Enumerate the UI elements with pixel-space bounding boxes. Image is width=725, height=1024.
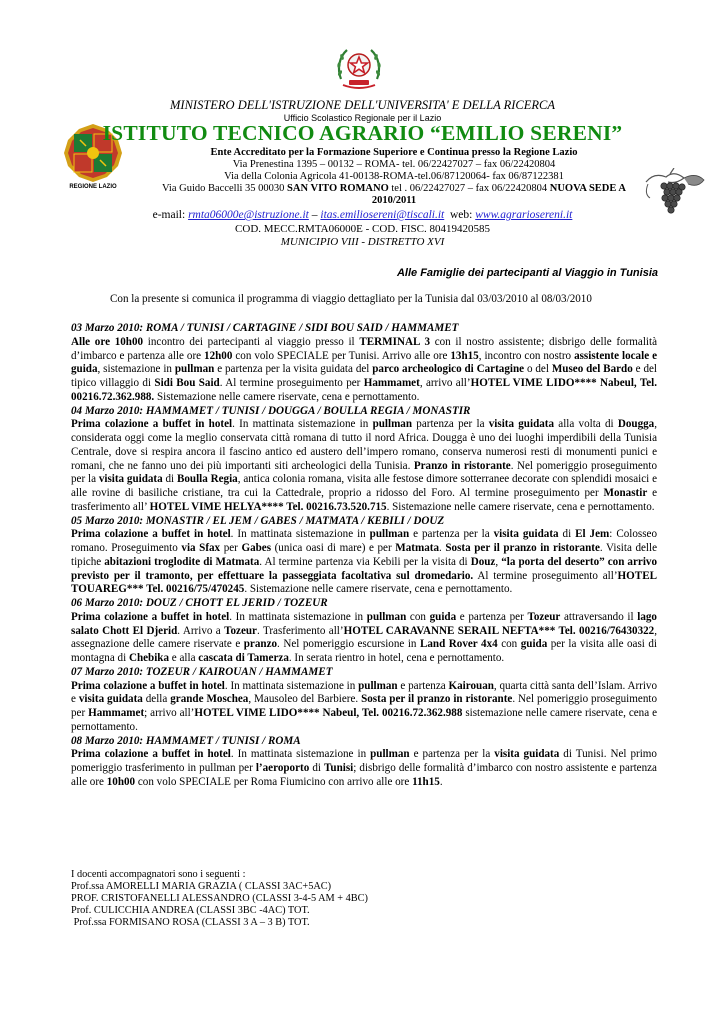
body-text: . Visita delle tipiche (71, 542, 658, 568)
teacher-item: Prof. CULICCHIA ANDREA (CLASSI 3BC -4AC) TOT. (71, 905, 310, 916)
body-text: alla volta di (554, 418, 618, 431)
body-text: . Sistemazione nelle camere riservate, cena e pernottamento. (244, 583, 513, 596)
teachers-heading: I docenti accompagnatori sono i seguenti : (71, 869, 246, 880)
body-text: e partenza per la visita guidata del (214, 363, 373, 376)
highlight-text: 13h15 (450, 349, 479, 362)
highlight-text: HOTEL VIME HELYA**** Tel. 00216.73.520.715 (149, 500, 387, 513)
body-text: . In mattinata sistemazione in (232, 418, 373, 431)
body-text: , incontro con nostro (478, 349, 575, 362)
day-title: 04 Marzo 2010: HAMMAMET / TUNISI / DOUGGA / BOULLA REGIA / MONASTIR (71, 404, 471, 417)
body-text: , Mausoleo del Barbiere. (248, 693, 362, 706)
body-text: partenza per la (412, 418, 489, 431)
address-san-vito-contacts: tel . 06/22427027 – fax 06/22420804 (388, 183, 550, 194)
body-text: di (558, 528, 576, 541)
day-description (71, 680, 657, 735)
body-text: con il nostro assistente; disbrigo delle formalità d’imbarco e partenza alle ore (71, 335, 657, 362)
body-text: , assegnazione delle camere riservate e (71, 624, 657, 651)
highlight-text: Hammamet (88, 707, 145, 719)
highlight-text: HOTEL CARAVANNE SERAIL NEFTA*** Tel. 00216/76430322 (343, 624, 655, 637)
body-text: di (162, 473, 177, 486)
email-istruzione-link[interactable]: rmta06000e@istruzione.it (188, 209, 309, 221)
day-description (71, 336, 657, 405)
body-text: e partenza (397, 679, 449, 692)
body-text: . In serata rientro in hotel, cena e pernottamento. (288, 652, 505, 664)
highlight-text: Kairouan (448, 679, 494, 692)
highlight-text: pullman (370, 748, 410, 761)
contacts-line (0, 209, 725, 221)
email-label: e-mail: (152, 209, 189, 221)
body-text: Sistemazione nelle camere riservate, cena e pernottamento. (154, 390, 420, 403)
highlight-text: Land Rover 4x4 (419, 638, 498, 651)
body-text: . Trasferimento all’ (256, 624, 344, 637)
highlight-text: 11h15 (412, 775, 440, 788)
highlight-text: pranzo (243, 638, 278, 651)
highlight-text: El Jem (575, 528, 610, 541)
body-text: . Nel pomeriggio escursione in (277, 638, 420, 651)
day-description (71, 418, 657, 514)
body-text: . In mattinata sistemazione in (230, 528, 370, 541)
address-prenestina: Via Prenestina 1395 – 00132 – ROMA- tel. 06/22427027 – fax 06/22420804 (232, 159, 556, 170)
body-text: . Arrivo a (177, 624, 225, 637)
body-text: ; disbrigo delle formalità d’imbarco con nostro assistente e partenza alle ore (71, 762, 657, 788)
highlight-text: HOTEL TOUAREG*** Tel. 00216/75/470245 (71, 569, 657, 596)
address-year: 2010/2011 (371, 195, 417, 206)
highlight-text: Alle ore 10h00 (71, 335, 144, 348)
address-colonia-agricola: Via della Colonia Agricola 41-00138-ROMA-tel.06/87120064- fax 06/87122381 (224, 171, 564, 182)
teachers-section (71, 869, 657, 929)
highlight-text: abitazioni troglodite di Matmata (104, 555, 260, 568)
highlight-text: assistente locale e guida (71, 349, 657, 376)
school-codes: COD. MECC.RMTA06000E - COD. FISC. 80419420585 (235, 223, 490, 235)
teacher-item: Prof.ssa AMORELLI MARIA GRAZIA ( CLASSI 3AC+5AC) (71, 881, 332, 892)
institute-name: ISTITUTO TECNICO AGRARIO “EMILIO SERENI” (102, 121, 623, 145)
highlight-text: Dougga (617, 418, 655, 431)
highlight-text: Gabes (241, 542, 272, 554)
accreditation-line: Ente Accreditato per la Formazione Superiore e Continua presso la Regione Lazio (210, 147, 578, 158)
highlight-text: guida (429, 610, 457, 623)
highlight-text: Matmata (395, 542, 440, 554)
body-text: sistemazione nelle camere riservate, cena e pernottamento. (71, 707, 657, 733)
highlight-text: TERMINAL 3 (359, 335, 430, 348)
body-text: . In mattinata sistemazione in (230, 748, 371, 761)
web-label: web: (444, 209, 476, 221)
body-text: con volo SPECIALE per Tunisi. Arrivo alle ore (232, 349, 451, 362)
highlight-text: visita guidata (488, 418, 555, 431)
itinerary-day (71, 666, 657, 735)
highlight-text: pullman (366, 610, 407, 623)
body-text: di Tunisi. Nel primo pomeriggio trasferimento in pullman per (71, 748, 657, 774)
website-link[interactable]: www.agrariosereni.it (475, 209, 573, 221)
highlight-text: Tozeur (527, 610, 561, 623)
municipio-district: MUNICIPIO VIII - DISTRETTO XVI (280, 236, 445, 248)
body-text: (unica oasi di mare) e per (271, 542, 396, 554)
body-text: . In mattinata sistemazione in (224, 679, 359, 692)
body-text: di (309, 762, 325, 774)
itinerary-day (71, 735, 657, 790)
body-text: , antica colonia romana, visita alle festose dimore sotterranee decorate con splendidi mosaici e alle rovine di basiliche cristiane, tra cui la Cattedrale, proprio a ridosso del Foro. Al termine proseguimento per (71, 473, 657, 499)
teacher-item: PROF. CRISTOFANELLI ALESSANDRO (CLASSI 3-4-5 AM + 4BC) (71, 893, 368, 904)
address-san-vito (150, 183, 638, 195)
address-new-site: NUOVA SEDE A (549, 183, 627, 194)
highlight-text: Chebika (128, 652, 170, 664)
highlight-text: grande Moschea (170, 693, 249, 706)
region-logo-label: REGIONE LAZIO (69, 184, 117, 190)
highlight-text: Monastir (603, 487, 648, 499)
highlight-text: Prima colazione a buffet in hotel (71, 679, 225, 692)
highlight-text: Prima colazione a buffet in hotel (71, 528, 231, 541)
body-text: . Sistemazione nelle camere riservate, cena e pernottamento. (386, 500, 655, 513)
highlight-text: Tozeur (224, 624, 257, 637)
itinerary-day (71, 597, 657, 666)
body-text: , arrivo all’ (419, 377, 471, 389)
day-title: 05 Marzo 2010: MONASTIR / EL JEM / GABES / MATMATA / KEBILI / DOUZ (71, 514, 445, 527)
body-text: . Nel pomeriggio proseguimento per la (71, 459, 657, 486)
highlight-text: pullman (358, 679, 398, 692)
body-text: della (142, 693, 171, 706)
body-text: . In mattinata sistemazione in (229, 610, 367, 623)
body-text: con (497, 638, 521, 651)
highlight-text: Prima colazione a buffet in hotel (71, 748, 231, 761)
day-description (71, 611, 657, 666)
itinerary (71, 322, 657, 790)
body-text: e partenza per la (409, 528, 494, 541)
highlight-text: Boulla Regia (176, 473, 238, 486)
body-text: con volo SPECIALE per Roma Fiumicino con arrivo alle ore (135, 775, 413, 788)
body-text: e trasferimento all’ (71, 487, 657, 513)
highlight-text: Sosta per il pranzo in ristorante (361, 693, 513, 706)
teacher-item: Prof.ssa FORMISANO ROSA (CLASSI 3 A – 3 B) TOT. (71, 917, 310, 928)
body-text: e alla (169, 652, 199, 664)
highlight-text: visita guidata (98, 473, 163, 486)
body-text: , sistemazione in (97, 363, 175, 376)
highlight-text: lago salato Chott El Djerid (71, 610, 657, 637)
highlight-text: Museo del Bardo (551, 363, 633, 376)
highlight-text: Sidi Bou Said (154, 377, 220, 389)
highlight-text: Hammamet (363, 377, 420, 389)
highlight-text: pullman (372, 418, 413, 431)
body-text: , quarta città santa dell’Islam. Arrivo e (71, 679, 658, 706)
itinerary-day (71, 322, 657, 405)
italian-republic-emblem-icon (333, 41, 385, 93)
body-text: . (439, 542, 446, 554)
highlight-text: visita guidata (78, 693, 143, 706)
highlight-text: parco archeologico di Cartagine (372, 363, 525, 376)
highlight-text: HOTEL VIME LIDO**** Nabeul, Tel. 00216.72.362.988. (71, 377, 658, 403)
itinerary-day (71, 405, 657, 515)
body-text: attraversando il (560, 610, 638, 623)
highlight-text: Prima colazione a buffet in hotel (71, 418, 233, 431)
address-san-vito-city: SAN VITO ROMANO (287, 183, 389, 194)
body-text: . Al termine proseguimento per (219, 377, 364, 389)
body-text: : Colosseo romano. Proseguimento (71, 528, 657, 554)
highlight-text: Douz (470, 555, 496, 568)
body-text: , (495, 555, 502, 568)
highlight-text: via Sfax (181, 542, 221, 554)
body-text: incontro dei partecipanti al viaggio presso il (143, 335, 360, 348)
highlight-text: 12h00 (204, 349, 233, 362)
highlight-text: HOTEL VIME LIDO**** Nabeul, Tel. 00216.72.362.988 (194, 707, 463, 719)
body-text: e partenza per la (409, 748, 495, 761)
body-text: e del tipico villaggio di (71, 363, 657, 389)
body-text: . Al termine partenza via Kebili per la visita di (259, 555, 471, 568)
highlight-text: visita guidata (493, 528, 559, 541)
letter-intro: Con la presente si comunica il programma di viaggio dettagliato per la Tunisia dal 03/03/2010 al 08/03/2010 (110, 293, 592, 305)
highlight-text: cascata di Tamerza (198, 652, 289, 664)
highlight-text: guida (520, 638, 548, 651)
ministry-name: MINISTERO DELL'ISTRUZIONE DELL'UNIVERSITA' E DELLA RICERCA (170, 98, 555, 112)
highlight-text: visita guidata (494, 748, 560, 761)
highlight-text: pullman (174, 363, 215, 376)
regional-office: Ufficio Scolastico Regionale per il Lazio (283, 113, 442, 123)
day-title: 07 Marzo 2010: TOZEUR / KAIROUAN / HAMMAMET (71, 665, 333, 678)
body-text: con (406, 610, 430, 623)
letter-recipient: Alle Famiglie dei partecipanti al Viaggio in Tunisia (396, 267, 658, 279)
day-title: 03 Marzo 2010: ROMA / TUNISI / CARTAGINE / SIDI BOU SAID / HAMMAMET (71, 322, 459, 334)
highlight-text: Sosta per il pranzo in ristorante (445, 542, 600, 554)
highlight-text: Tunisi (324, 762, 354, 774)
body-text: , considerata oggi come la meglio conservata città romana di tutto il nord Africa. Dougga è uno dei luoghi imperdibili della Tunisia Centrale, dove si respira ancora il fascino antico ed austero dell’impero romano, conserva numerosi resti di monumenti punici e romani, che ne fanno uno dei più importanti siti archeologici della Tunisia. (71, 418, 657, 472)
day-title: 08 Marzo 2010: HAMMAMET / TUNISI / ROMA (71, 734, 301, 747)
body-text: ; arrivo all’ (144, 707, 195, 719)
day-description (71, 528, 657, 597)
body-text: . Nel pomeriggio proseguimento per (71, 693, 657, 719)
email-tiscali-link[interactable]: itas.emiliosereni@tiscali.it (320, 209, 445, 221)
body-text: per (220, 542, 242, 554)
day-title: 06 Marzo 2010: DOUZ / CHOTT EL JERID / TOZEUR (71, 597, 328, 609)
day-description (71, 748, 657, 789)
body-text: per la visita alle oasi di montagna di (71, 638, 658, 664)
itinerary-day (71, 515, 657, 598)
body-text: o del (524, 363, 552, 376)
body-text: . (439, 775, 443, 788)
highlight-text: Pranzo in ristorante (413, 459, 511, 472)
highlight-text: pullman (369, 528, 410, 541)
highlight-text: l’aeroporto (255, 762, 310, 774)
body-text: e partenza per (456, 610, 528, 623)
highlight-text: 10h00 (106, 775, 136, 788)
email-separator: – (308, 209, 321, 221)
body-text: Al termine proseguimento all’ (473, 569, 618, 582)
address-san-vito-street: Via Guido Baccelli 35 00030 (161, 183, 288, 194)
highlight-text: “la porta del deserto” con arrivo previsto per il tramonto, per effettuare la passeggiata facoltativa sul dromedario. (71, 555, 657, 582)
highlight-text: Prima colazione a buffet in hotel (71, 610, 230, 623)
